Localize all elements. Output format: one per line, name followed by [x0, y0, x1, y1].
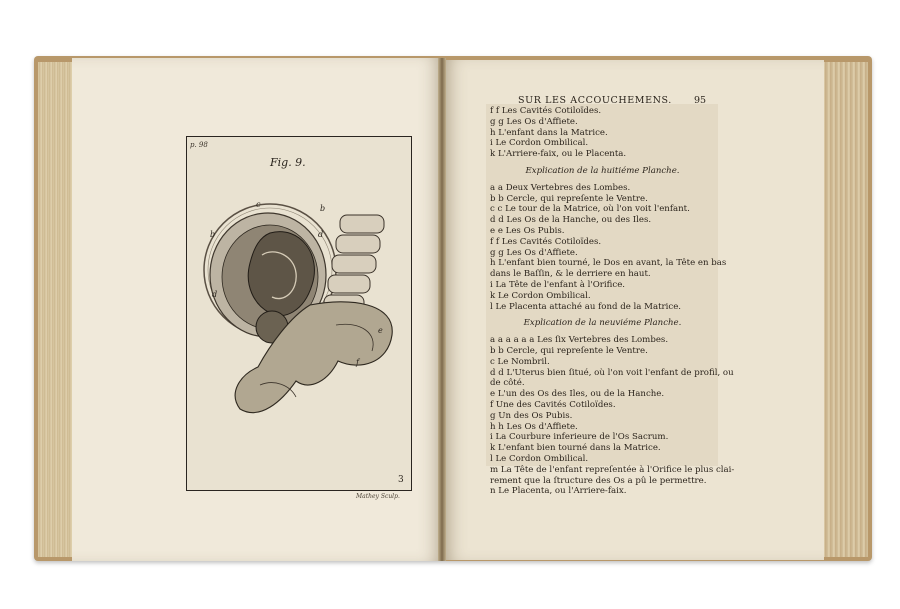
legend-line: n Le Placenta, ou l'Arriere-faix.: [490, 486, 627, 497]
legend-line: rement que la ſtructure des Os a pû le permettre.: [490, 475, 707, 486]
legend-line: dans le Baſſin, & le derriere en haut.: [490, 269, 651, 280]
svg-text:b: b: [210, 230, 216, 239]
legend-line: k L'Arriere-faix, ou le Placenta.: [490, 149, 627, 160]
legend-line: a a a a a a Les ſix Vertebres des Lombes.: [490, 335, 669, 346]
svg-text:d: d: [212, 290, 218, 299]
page-number: 95: [694, 95, 707, 106]
svg-text:d: d: [318, 230, 324, 239]
legend-line: l Le Placenta attaché au fond de la Matrice.: [490, 301, 682, 312]
engraver-signature: Mathey Sculp.: [356, 493, 400, 500]
legend-line: l Le Cordon Ombilical.: [490, 453, 589, 464]
svg-text:f: f: [356, 358, 359, 367]
legend-line: e e Les Os Pubis.: [490, 225, 565, 236]
legend-line: e L'un des Os des Iles, ou de la Hanche.: [490, 389, 665, 400]
legend-line: f Une des Cavités Cotiloïdes.: [490, 399, 616, 410]
right-page-edges: [822, 62, 868, 557]
legend-line: m La Tête de l'enfant repreſentée à l'Orifice le plus clai-: [490, 464, 735, 475]
legend-line: d d Les Os de la Hanche, ou des Iles.: [490, 215, 652, 226]
legend-line: i La Tête de l'enfant à l'Orifice.: [490, 279, 626, 290]
legend-line: a a Deux Vertebres des Lombes.: [490, 182, 631, 193]
legend-line: g g Les Os d'Affiete.: [490, 116, 578, 127]
legend-text: [490, 106, 735, 497]
legend-line: f f Les Cavités Cotiloïdes.: [490, 236, 602, 247]
legend-line: h L'enfant dans la Matrice.: [490, 127, 608, 138]
legend-line: g Un des Os Pubis.: [490, 410, 573, 421]
section-heading-8: Explication de la huitiéme Planche.: [525, 165, 680, 176]
svg-text:c: c: [256, 200, 261, 209]
legend-line: g g Les Os d'Affiete.: [490, 247, 578, 258]
plate-number: 3: [398, 475, 404, 485]
legend-line: c Le Nombril.: [490, 356, 550, 367]
legend-line: b b Cercle, qui repreſente le Ventre.: [490, 193, 648, 204]
svg-text:e: e: [378, 326, 383, 335]
open-book: [34, 56, 872, 561]
legend-line: k Le Cordon Ombilical.: [490, 290, 591, 301]
legend-line: d d L'Uterus bien ſitué, où l'on voit l'enfant de profil, ou: [490, 367, 734, 378]
anatomical-engraving: [200, 185, 400, 435]
running-head: SUR LES ACCOUCHEMENS.: [518, 95, 672, 106]
svg-text:b: b: [320, 204, 326, 213]
legend-line: de côté.: [490, 378, 525, 389]
legend-line: i La Courbure inferieure de l'Os Sacrum.: [490, 432, 669, 443]
legend-line: f f Les Cavités Cotiloïdes.: [490, 106, 602, 116]
book-gutter: [438, 58, 446, 561]
legend-line: b b Cercle, qui repreſente le Ventre.: [490, 345, 648, 356]
legend-line: c c Le tour de la Matrice, où l'on voit l'enfant.: [490, 204, 690, 215]
figure-title: Fig. 9.: [270, 156, 306, 169]
plate-page-reference: p. 98: [190, 141, 208, 149]
legend-line: h h Les Os d'Affiete.: [490, 421, 578, 432]
legend-line: h L'enfant bien tourné, le Dos en avant, la Tête en bas: [490, 258, 727, 269]
section-heading-9: Explication de la neuviéme Planche.: [523, 318, 682, 329]
legend-line: k L'enfant bien tourné dans la Matrice.: [490, 443, 661, 454]
legend-line: i Le Cordon Ombilical.: [490, 138, 589, 149]
